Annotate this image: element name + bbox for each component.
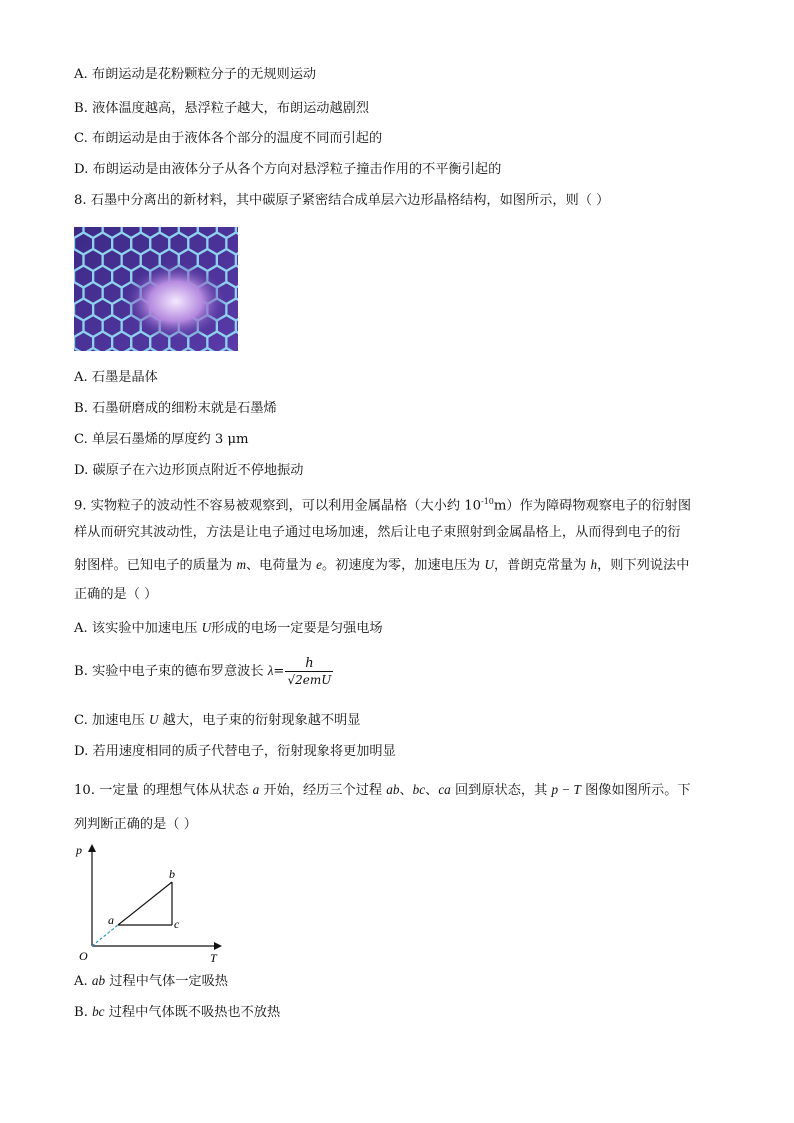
q9-option-d: D. 若用速度相同的质子代替电子，衍射现象将更加明显 (74, 744, 396, 759)
process-ab (118, 882, 172, 925)
q7-option-b: B. 液体温度越高，悬浮粒子越大，布朗运动越剧烈 (74, 101, 370, 116)
point-b-label: b (169, 867, 175, 881)
q7-option-a: A. 布朗运动是花粉颗粒分子的无规则运动 (74, 67, 317, 82)
q9-stem-line-1: 9. 实物粒子的波动性不容易被观察到，可以利用金属晶格（大小约 $10^{-10}m$）作为障碍物观察电子的衍射图 (74, 497, 692, 514)
q9-option-a: A. 该实验中加速电压 U形成的电场一定要是匀强电场 (74, 620, 383, 636)
q8-option-b: B. 石墨研磨成的细粉末就是石墨烯 (74, 401, 277, 416)
wavelength-formula: $\frac{h}{\text{√2emU}}$ (287, 655, 332, 687)
q10-option-a: A. ab 过程中气体一定吸热 (74, 973, 228, 989)
origin-extension-dashed (92, 925, 118, 946)
q10-stem-line-2: 列判断正确的是（ ） (74, 817, 197, 832)
q10-option-b: B. bc 过程中气体既不吸热也不放热 (74, 1004, 281, 1020)
q9-stem-line-2: 样从而研究其波动性，方法是让电子通过电场加速，然后让电子束照射到金属晶格上，从而得到电子的衍 (74, 525, 681, 540)
q10-stem-line-1: 10. 一定量 的理想气体从状态 a 开始，经历三个过程 ab、bc、ca 回到原状态，其 p − T 图像如图所示。下 (74, 782, 691, 798)
q8-option-c: C. 单层石墨烯的厚度约 3 μm (74, 432, 249, 447)
point-c-label: c (174, 917, 180, 931)
q9-stem-line-4: 正确的是（ ） (74, 587, 158, 602)
q8-option-a: A. 石墨是晶体 (74, 370, 158, 385)
p-t-diagram (74, 838, 224, 966)
q9-option-b: B. 实验中电子束的德布罗意波长 λ= $\frac{h}{\text{√2emU}}$ (74, 655, 332, 687)
q7-option-c: C. 布朗运动是由于液体各个部分的温度不同而引起的 (74, 131, 383, 146)
q9-stem-line-3: 射图样。已知电子的质量为 m、电荷量为 e。初速度为零，加速电压为 U，普朗克常量为 h，则下列说法中 (74, 557, 690, 573)
q8-stem: 8. 石墨中分离出的新材料，其中碳原子紧密结合成单层六边形晶格结构，如图所示，则（ ） (74, 193, 610, 208)
q7-option-d: D. 布朗运动是由液体分子从各个方向对悬浮粒子撞击作用的不平衡引起的 (74, 162, 502, 177)
point-a-label: a (108, 913, 114, 927)
q9-option-c: C. 加速电压 U 越大，电子束的衍射现象越不明显 (74, 712, 361, 728)
x-axis-label: T (210, 951, 217, 965)
graphene-lattice-image (74, 227, 238, 351)
y-axis-label: p (76, 843, 82, 857)
q8-option-d: D. 碳原子在六边形顶点附近不停地振动 (74, 463, 304, 478)
origin-label: O (79, 949, 88, 963)
